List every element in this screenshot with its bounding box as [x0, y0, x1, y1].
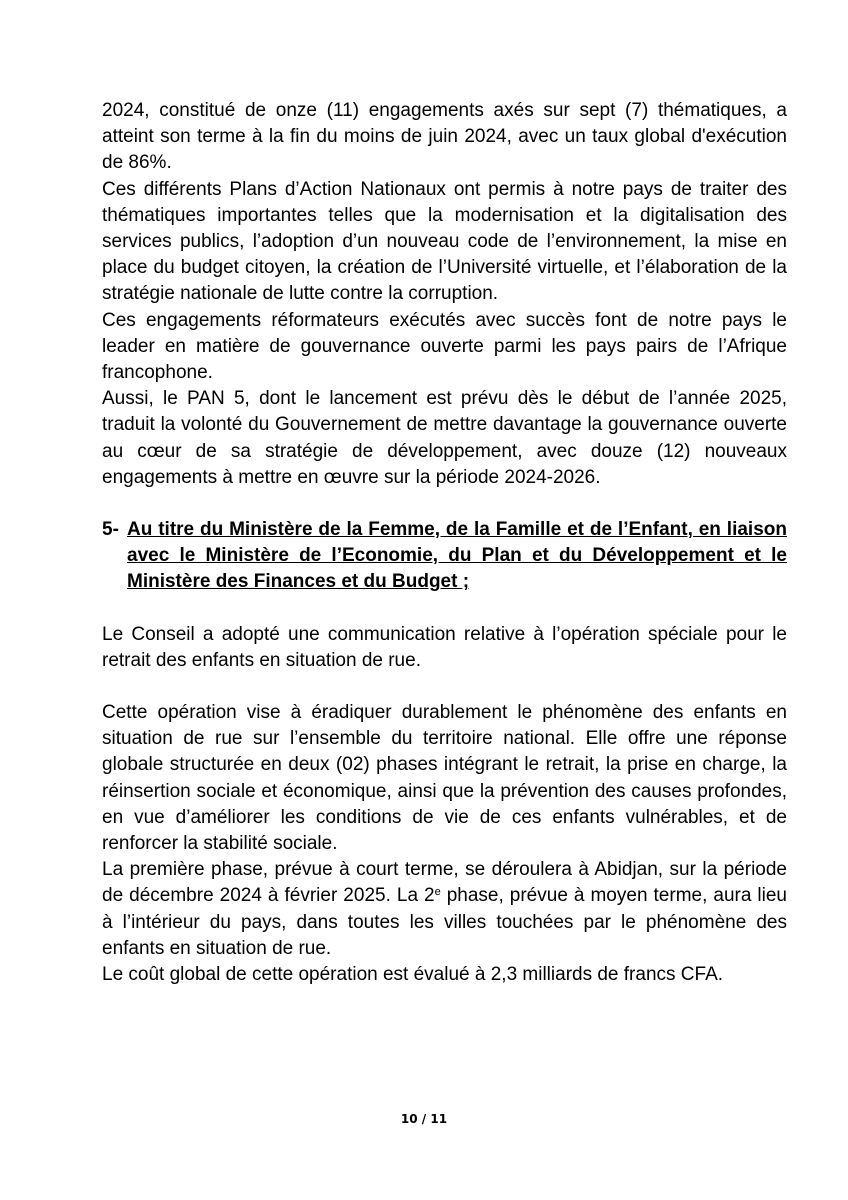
- section-heading: [102, 517, 787, 596]
- paragraph-text: phase, prévue à moyen terme, aura lieu à l’intérieur du pays, dans toutes les villes touchées par le phénomène des enfants en situation de rue.: [102, 885, 787, 959]
- spacer: [102, 596, 787, 622]
- paragraph: Ces engagements réformateurs exécutés avec succès font de notre pays le leader en matière de gouvernance ouverte parmi les pays pairs de l’Afrique francophone.: [102, 309, 787, 384]
- section-title: Au titre du Ministère de la Femme, de la Famille et de l’Enfant, en liaison avec le Ministère de l’Economie, du Plan et du Développement et le Ministère des Finances et du Budget ;: [127, 519, 787, 593]
- paragraph: Cette opération vise à éradiquer durablement le phénomène des enfants en situation de rue sur l’ensemble du territoire national. Elle offre une réponse globale structurée en deux (02) phases intégrant le retrait, la prise en charge, la réinsertion sociale et économique, ainsi que la prévention des causes profondes, en vue d’améliorer les conditions de vie de ces enfants vulnérables, et de renforcer la stabilité sociale.: [102, 702, 787, 855]
- spacer: [102, 491, 787, 517]
- spacer: [102, 674, 787, 700]
- paragraph: Le Conseil a adopté une communication relative à l’opération spéciale pour le retrait des enfants en situation de rue.: [102, 623, 787, 671]
- paragraph: Aussi, le PAN 5, dont le lancement est prévu dès le début de l’année 2025, traduit la volonté du Gouvernement de mettre davantage la gouvernance ouverte au cœur de sa stratégie de développement, avec douze (12) nouveaux engagements à mettre en œuvre sur la période 2024-2026.: [102, 388, 787, 488]
- page-content: [102, 98, 787, 988]
- ordinal-superscript: e: [434, 886, 441, 899]
- page-number: 10 / 11: [400, 1112, 448, 1126]
- paragraph: Ces différents Plans d’Action Nationaux ont permis à notre pays de traiter des thématiques importantes telles que la modernisation et la digitalisation des services publics, l’adoption d’un nouveau code de l’environnement, la mise en place du budget citoyen, la création de l’Université virtuelle, et l’élaboration de la stratégie nationale de lutte contre la corruption.: [102, 178, 787, 305]
- paragraph: [102, 857, 787, 962]
- paragraph: Le coût global de cette opération est évalué à 2,3 milliards de francs CFA.: [102, 964, 724, 986]
- section-number: 5-: [102, 519, 119, 541]
- paragraph-text: La première phase, prévue à court terme, se déroulera à Abidjan, sur la période de décembre 2024 à février 2025. La 2: [102, 859, 787, 907]
- paragraph: 2024, constitué de onze (11) engagements axés sur sept (7) thématiques, a atteint son terme à la fin du moins de juin 2024, avec un taux global d'exécution de 86%.: [102, 100, 787, 174]
